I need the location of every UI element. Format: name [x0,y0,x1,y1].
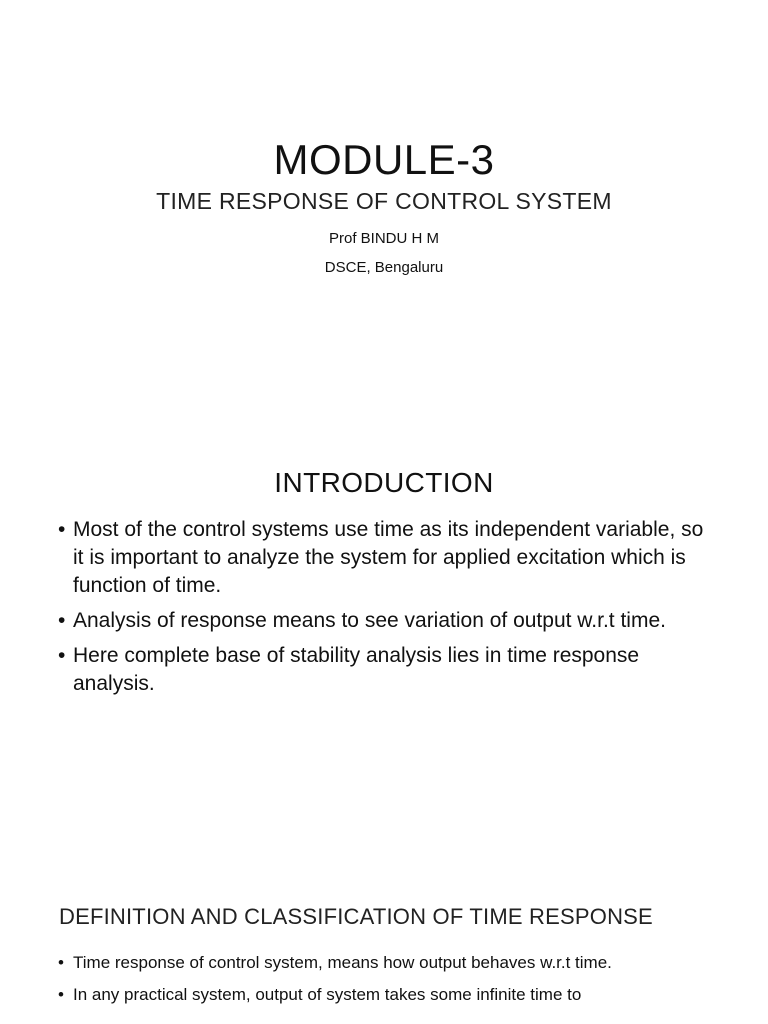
bullet-item: • Most of the control systems use time as its independent variable, so it is important to analyze the system for applied excitation which is function of time. [58,516,718,600]
author-affiliation: DSCE, Bengaluru [324,259,444,276]
introduction-heading: INTRODUCTION [274,467,494,498]
slide-title: MODULE-3 [273,136,495,183]
bullet-item: • Here complete base of stability analysis lies in time response analysis. [58,642,718,698]
bullet-item: • Analysis of response means to see variation of output w.r.t time. [58,607,718,635]
bullet-item: • In any practical system, output of system takes some infinite time to [58,983,718,1007]
introduction-slide [0,415,768,845]
bullet-item: • Time response of control system, means how output behaves w.r.t time. [58,951,718,975]
definition-bullet-list [58,951,718,1015]
author-name: Prof BINDU H M [328,230,439,247]
title-slide [0,0,768,415]
definition-slide [0,845,768,1024]
introduction-bullet-list [58,516,718,705]
definition-heading: DEFINITION AND CLASSIFICATION OF TIME RESPONSE [59,904,653,929]
slide-subtitle: TIME RESPONSE OF CONTROL SYSTEM [156,188,612,214]
